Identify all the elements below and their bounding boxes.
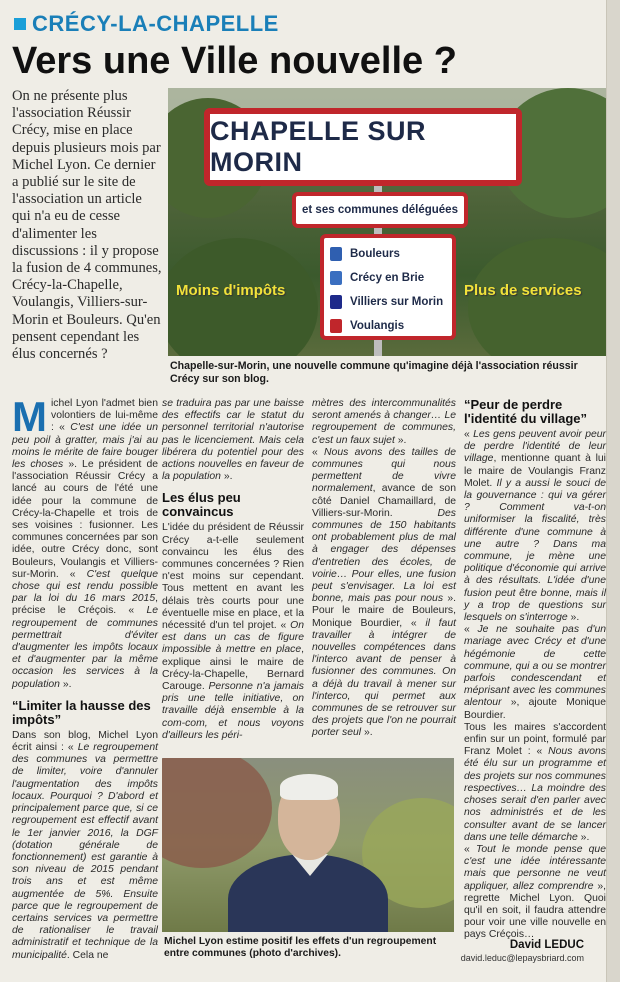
text: . Cela ne (66, 949, 109, 961)
article-column-4 (464, 398, 606, 942)
text: Dans son blog, Michel Lyon écrit ainsi : « (12, 729, 158, 754)
paragraph (464, 624, 606, 722)
town-row (330, 266, 446, 290)
text: « (312, 446, 325, 458)
town-name: Villiers sur Morin (350, 296, 444, 308)
text: « (464, 843, 476, 855)
town-crest-icon (330, 271, 342, 285)
town-row (330, 242, 446, 266)
sub-sign (292, 192, 468, 228)
paragraph (12, 393, 159, 691)
text: », regrette Michel Lyon. Quoi qu'il en soit, il faudra attendre pour voir une ville nouvelle en pays Créçois… (464, 880, 606, 941)
quote: Nous avons des tailles de communes qui nous permettent de vivre normalement (312, 446, 456, 495)
author-name: David LEDUC (509, 939, 584, 951)
town-name: Crécy en Brie (350, 272, 425, 284)
paragraph (464, 844, 606, 942)
foliage (162, 758, 272, 868)
quote: Il y a aussi le souci de la gouvernance : qui va gérer ? Comment va-t-on uniformiser la fiscalité, très différente d'une commune à une autre ? Dans ma commune, je mène une politique d'économie qui arrive à des résultats. L'idée d'une fusion peut être bonne, mais il y a trop de questions sur lesquels on s'interroge (464, 477, 606, 624)
towns-sign (320, 234, 456, 340)
portrait-caption: Michel Lyon estime positif les effets d'un regroupement entre communes (photo d'archives). (164, 936, 437, 959)
person-hair (280, 774, 338, 800)
text: ». (567, 612, 580, 624)
paragraph (312, 398, 456, 447)
article-column-1 (12, 393, 159, 962)
text: ». (394, 434, 407, 446)
page-edge (606, 0, 620, 982)
paragraph (464, 429, 606, 624)
paragraph (162, 398, 304, 483)
paragraph (464, 722, 606, 844)
text: « (464, 624, 478, 636)
town-crest-icon (330, 247, 342, 261)
quote: mètres des intercommunalités seront amenés à changer… Le regroupement de communes, c'est un faux sujet (312, 398, 456, 446)
main-sign (204, 108, 522, 186)
quote: C'est une idée un peu poil à gratter, mais j'ai au moins le mérite de faire bouger les choses (12, 422, 158, 471)
article-column-3 (312, 398, 456, 740)
quote: se traduira pas par une baisse des effectifs car le statut du personnel territorial n'autorise pas le licenciement. Mais cela libérera du potentiel pour des actions nouvelles en faveur de la population (162, 398, 304, 483)
slogan-left: Moins d'impôts (176, 282, 286, 299)
slogan-right: Plus de services (464, 282, 582, 299)
quote: Tout le monde pense que c'est une idée intéressante mais que personne ne veut appliquer, allez comprendre (464, 843, 606, 892)
quote: Les gens peuvent avoir peur de perdre l'identité de leur village (464, 429, 606, 465)
subheading: “Peur de perdre l'identité du village” (464, 397, 587, 426)
text: ». (577, 831, 590, 843)
quote: il faut travailler à intégrer de nouvelles compétences dans l'interco avant de penser à fusionner des communes. On a déjà du travail à mener sur l'interco, qui permet aux communes de se retrouver sur des projets que l'on ne pourrait porter seul (312, 617, 456, 739)
sign-photo-caption: Chapelle-sur-Morin, une nouvelle commune qu'imagine déjà l'association réussir Crécy sur son blog. (170, 360, 578, 385)
text: ». Pour le maire de Bouleurs, Monique Bourdier, « (312, 593, 456, 629)
text: L'idée du président de Réussir Crécy a-t-elle seulement convaincu les élus des communes concernées ? Rien n'est moins sur cependant. Tous mettent en avant les délais très courts pour une éventuelle mise en place, et la nécessité d'un tel projet. « (162, 522, 304, 632)
text: ». (59, 678, 72, 690)
text: », ajoute Monique Bourdier. (464, 697, 606, 721)
main-sign-text: CHAPELLE SUR MORIN (210, 116, 427, 177)
town-row (330, 314, 446, 338)
portrait-photo (162, 758, 454, 932)
quote: Nous avons été élu sur un programme et des projets sur nos communes respectives… La moindre des choses serait d'en parler avec nos administrés et de les consulter avant de se lancer dans une telle démarche (464, 746, 606, 843)
town-name: Voulangis (350, 320, 405, 332)
quote: Je ne souhaite pas d'un mariage avec Crécy et d'une hégémonie de cette commune, qui a ou se montrer parfois condescendant et méprisant avec les communes alentour (464, 624, 607, 709)
section-header (14, 11, 279, 37)
town-crest-icon (330, 319, 342, 333)
subheading: Les élus peu convaincus (162, 490, 241, 520)
text: « (464, 429, 474, 440)
text: ». (361, 727, 373, 739)
quote: Le regroupement des communes va permettre de limiter, voire d'annuler l'augmentation des impôts locaux. Pourquoi ? D'abord et principalement parce que, si ce regroupement est effectif avant le 1er janvier 2016, la DGF (dotation générale de fonctionnement) est garantie à son niveau de 2015 pendant trois ans et est même augmentée de 5%. Ensuite parce que le regroupement de certains services va permettre de rationaliser le travail administratif et technique de la municipalité (12, 742, 158, 961)
sign-photo (168, 88, 606, 356)
text: ichel Lyon l'admet bien volontiers de lui-même : « (51, 398, 158, 434)
sub-sign-text: et ses communes déléguées (302, 204, 458, 216)
quote: Le regroupement de communes permettrait d'éviter d'augmenter les impôts locaux et d'augmenter par la même occasion les services à la population (12, 605, 158, 690)
town-row (330, 290, 446, 314)
section-marker (14, 18, 26, 30)
intro-paragraph: On ne présente plus l'association Réussir Crécy, mise en place depuis plusieurs mois par Michel Lyon. Ce dernier a publié sur le site de l'association un article qui n'a eu de cesse d'alimenter les discussions : il y propose la fusion de 4 communes, Crécy-la-Chapelle, Voulangis, Villiers-sur-Morin et Bouleurs. Qu'en pensent cependant les élus concernés ? (12, 88, 162, 363)
text: , avance de son côté Daniel Chamaillard, de Villiers-sur-Morin. (312, 483, 456, 519)
headline: Vers une Ville nouvelle ? (12, 40, 457, 82)
paragraph (12, 730, 158, 962)
text: ». Le président de l'association Réussir Crécy a lancé au cours de l'été une idée pour la commune de Crécy-la-Chapelle et trois de ses voisines : fusionner. Les communes concernées par son idée, outre Crécy donc, sont Bouleurs, Voulangis et Villiers-sur-Morin. « (12, 459, 159, 580)
drop-cap: M (12, 393, 47, 440)
quote: Personne n'a jamais pris une telle initiative, on travaille déjà ensemble à la com-com, et nous voyons d'ailleurs les péri- (162, 681, 304, 741)
town-crest-icon (330, 295, 342, 309)
paragraph (312, 447, 456, 740)
section-label: CRÉCY-LA-CHAPELLE (32, 11, 279, 36)
quote: On est dans un cas de figure impossible à mettre en place (162, 620, 304, 656)
sign-post (374, 338, 382, 356)
quote: Des communes de 150 habitants ont probablement plus de mal à engager des dépenses d'entretien des écoles, de voirie… Pour elles, une fusion peut s'envisager. La loi est bonne, mais pas pour nous (312, 507, 456, 605)
text: , explique ainsi le maire de Crécy-la-Chapelle, Bernard Carouge. (162, 644, 304, 693)
text: ». (220, 471, 233, 483)
paragraph (162, 522, 304, 742)
subheading: “Limiter la hausse des impôts” (12, 697, 151, 727)
town-name: Bouleurs (350, 248, 400, 260)
article-column-2 (162, 398, 304, 742)
author-email: david.leduc@lepaysbriard.com (460, 953, 584, 963)
quote: C'est quelque chose qui est rendu possible par la loi du 16 mars 2015 (12, 568, 158, 605)
text: , mentionne quant à lui le maire de Voulangis Franz Molet. (464, 453, 606, 489)
text: , précise le Créçois. « (12, 593, 158, 617)
text: Tous les maires s'accordent enfin sur un point, formulé par Franz Molet : « (464, 721, 606, 758)
